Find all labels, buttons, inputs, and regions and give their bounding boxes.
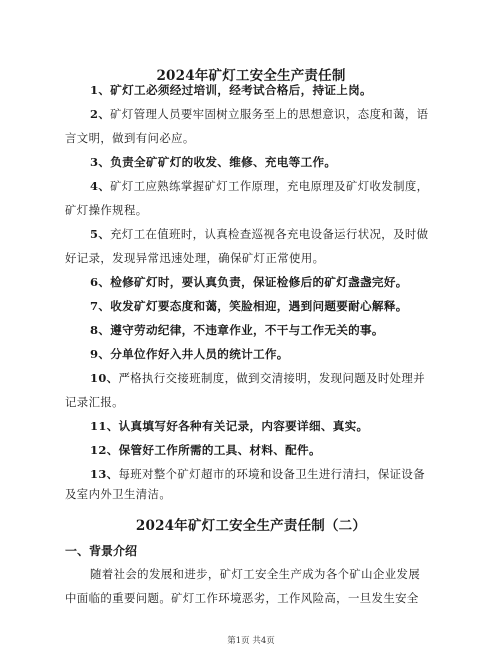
item-number: 9、 [90,347,111,361]
list-item [90,154,336,170]
item-number: 5、 [90,227,111,241]
item-text-line1: 矿灯管理人员要牢固树立服务至上的思想意识，态度和蔼，语 [110,107,429,121]
item-number: 1、 [90,83,111,97]
section-heading: 一、背景介绍 [65,544,138,558]
item-text: 负责全矿矿灯的收发、维修、充电等工作。 [110,155,337,169]
item-number: 6、 [90,275,111,289]
list-item [90,106,428,122]
list-item [90,370,425,386]
item-number: 8、 [90,323,111,337]
list-item [90,298,408,314]
body-line: 中面临的重要问题。矿灯工作环境恶劣，工作风险高，一旦发生安全 [65,591,419,605]
item-text-line1: 每班对整个矿灯超市的环境和设备卫生进行清扫，保证设备 [118,467,426,481]
item-number: 13、 [90,467,119,481]
page-footer: 第1页 共4页 [227,636,275,646]
item-text-line2: 矿灯操作规程。 [65,203,148,217]
item-text: 矿灯工必须经过培训，经考试合格后，持证上岗。 [110,83,372,97]
list-item [90,226,428,242]
list-item [90,322,384,338]
list-item [90,442,321,458]
item-text: 遵守劳动纪律，不违章作业，不干与工作无关的事。 [110,323,384,337]
item-text: 分单位作好入井人员的统计工作。 [110,347,289,361]
item-text-line1: 严格执行交接班制度，做到交清接明，发现问题及时处理并 [118,371,426,385]
item-number: 12、 [90,443,119,457]
item-number: 7、 [90,299,111,313]
item-text: 认真填写好各种有关记录，内容要详细、真实。 [118,419,369,433]
item-text-line2: 记录汇报。 [65,395,124,409]
item-text: 检修矿灯时，要认真负责，保证检修后的矿灯盏盏完好。 [110,275,408,289]
item-number: 10、 [90,371,119,385]
item-text: 收发矿灯要态度和蔼，笑脸相迎，遇到问题要耐心解释。 [110,299,408,313]
list-item [90,418,368,434]
list-item [90,82,372,98]
item-text-line1: 充灯工在值班时，认真检查巡视各充电设备运行状况，及时做 [110,227,429,241]
item-number: 11、 [90,419,119,433]
section-title: 2024年矿灯工安全生产责任制（二） [135,518,367,534]
item-number: 4、 [90,179,111,193]
item-number: 3、 [90,155,111,169]
item-text-line2: 好记录，发现异常迅速处理，确保矿灯正常使用。 [65,251,325,265]
list-item [90,274,408,290]
item-text-line2: 及室内外卫生清洁。 [65,487,172,501]
list-item [90,346,289,362]
item-text-line1: 矿灯工应熟练掌握矿灯工作原理，充电原理及矿灯收发制度， [110,179,429,193]
body-line: 随着社会的发展和进步，矿灯工安全生产成为各个矿山企业发展 [90,567,421,581]
item-number: 2、 [90,107,111,121]
list-item [90,178,428,194]
list-item [90,466,425,482]
document-title: 2024年矿灯工安全生产责任制 [156,68,346,84]
item-text-line2: 言文明，做到有问必应。 [65,131,195,145]
item-text: 保管好工作所需的工具、材料、配件。 [118,443,321,457]
